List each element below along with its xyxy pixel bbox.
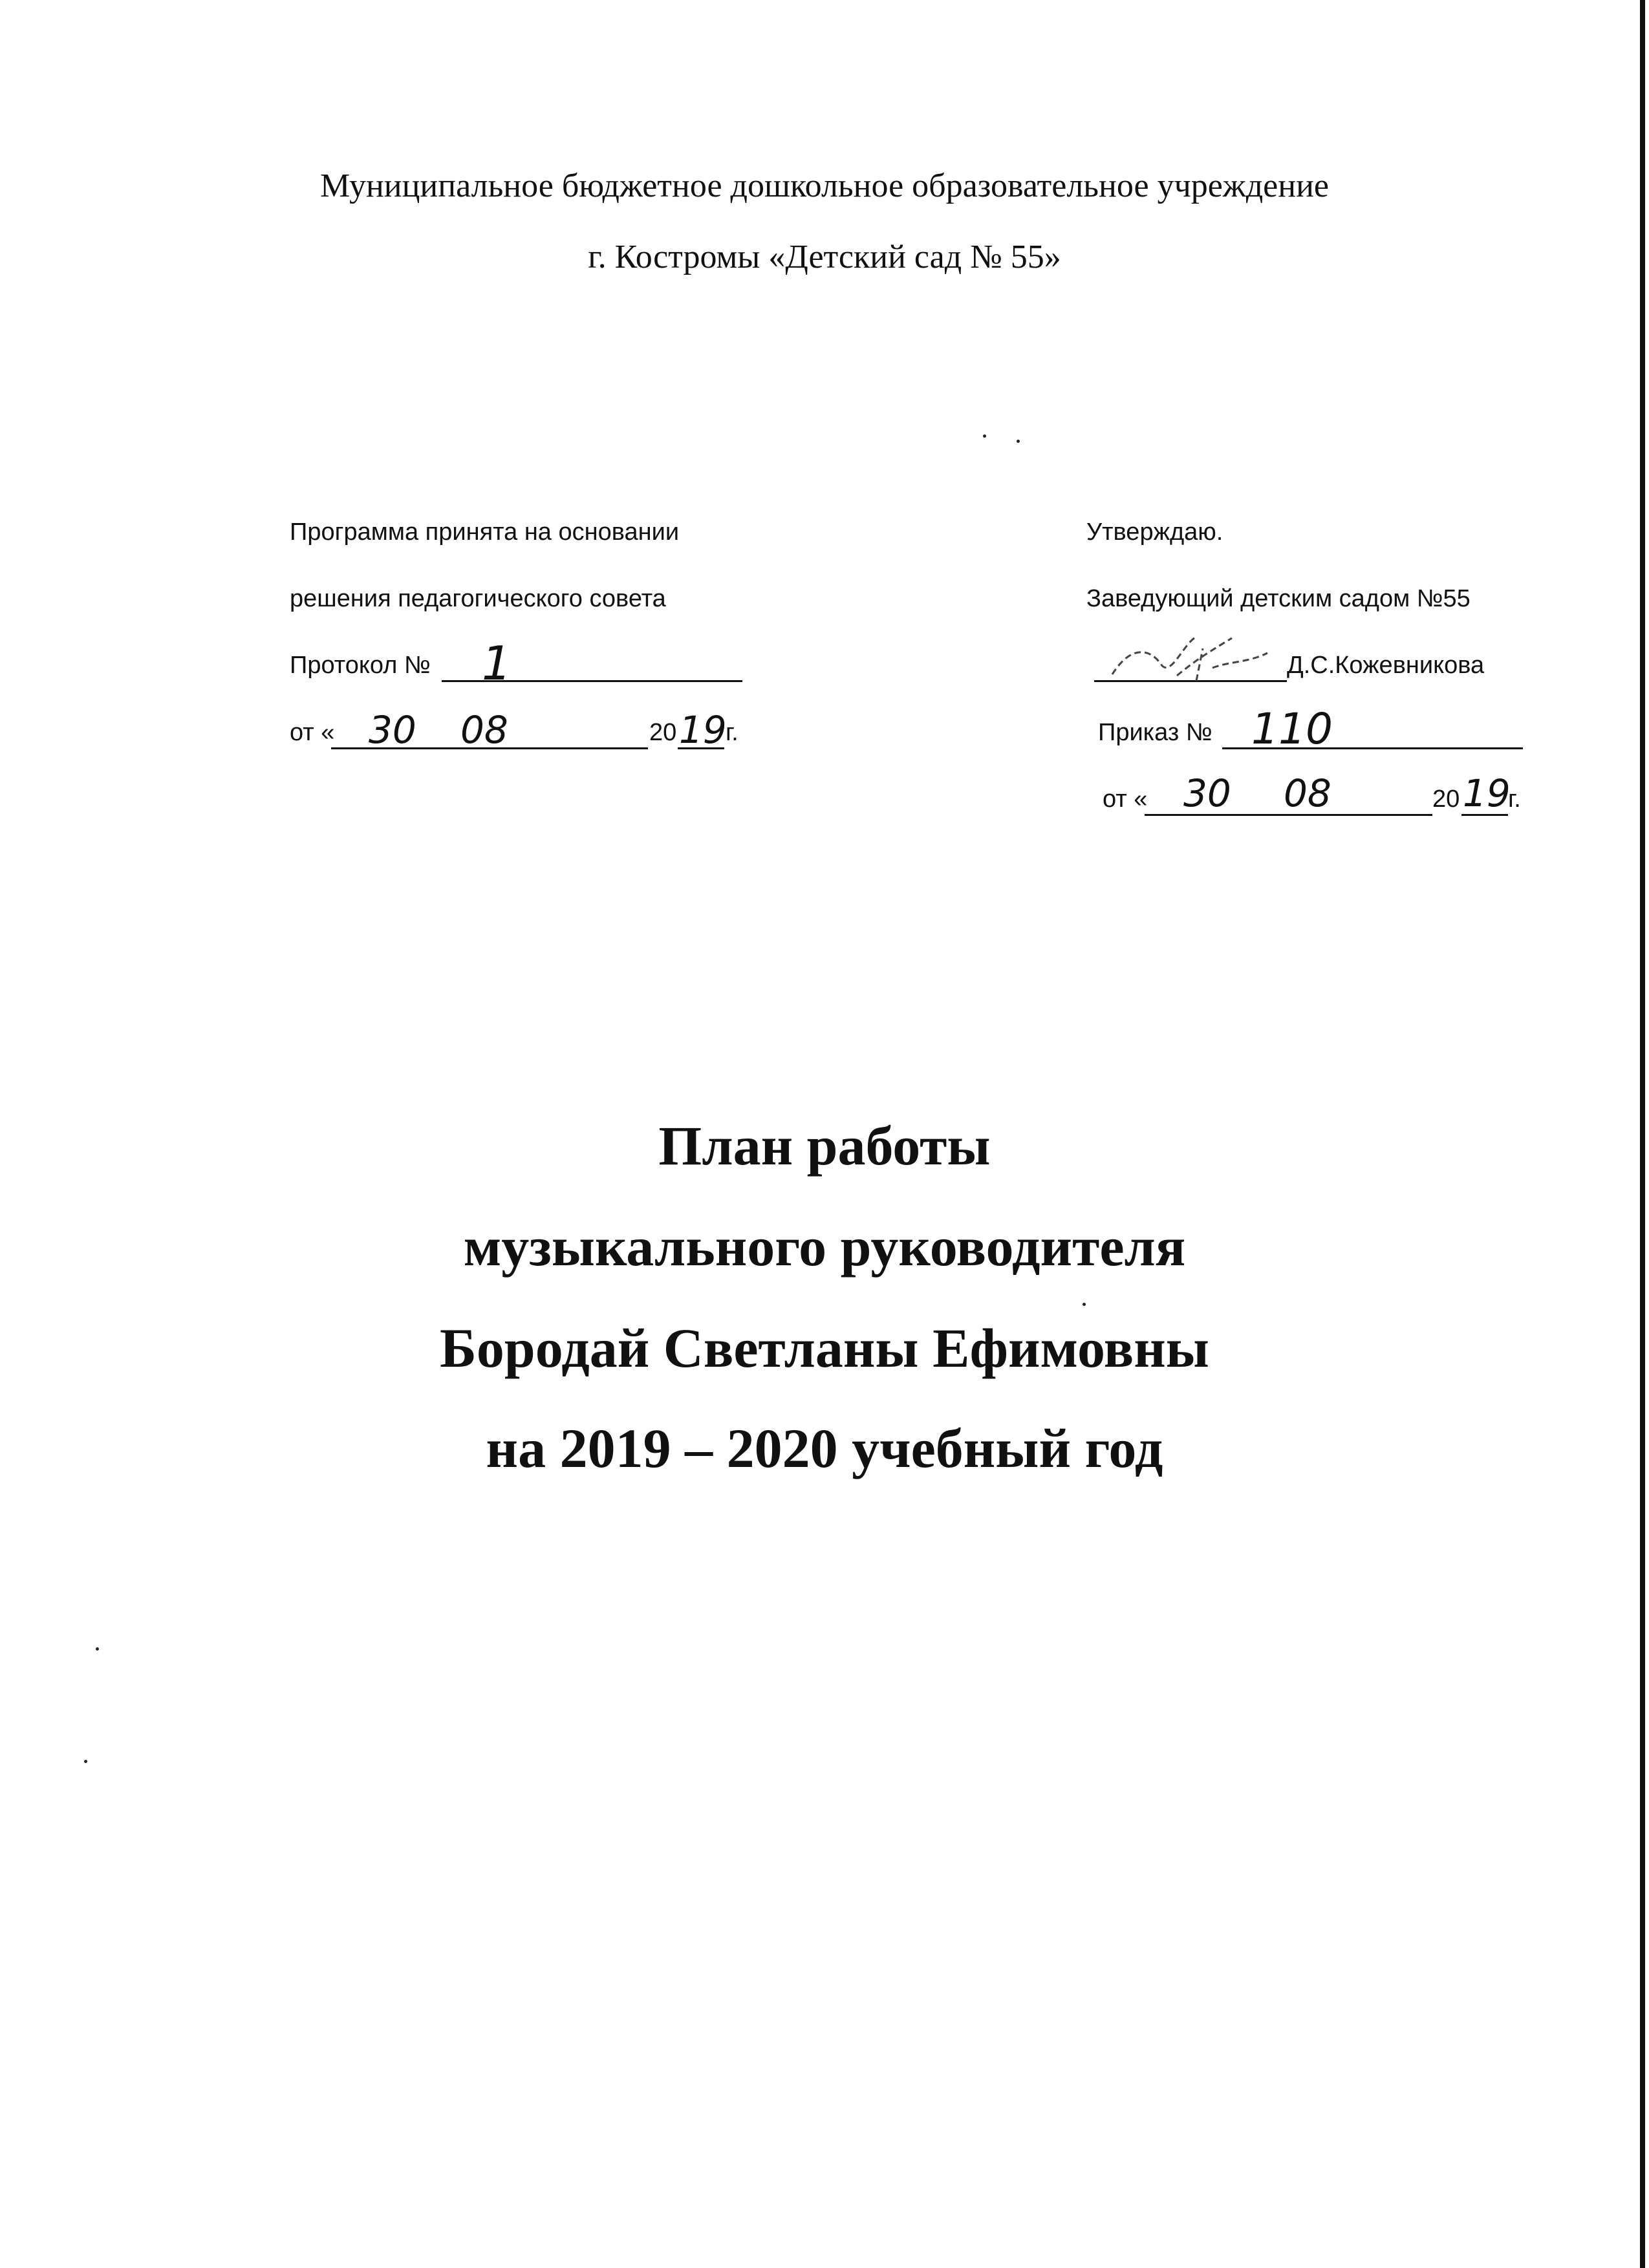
head-position: Заведующий детским садом №55 bbox=[1086, 585, 1471, 612]
title-line3: Бородай Светланы Ефимовны bbox=[440, 1317, 1209, 1379]
head-signature-image bbox=[1099, 624, 1293, 695]
protocol-date-from-label: от « bbox=[290, 719, 335, 746]
org-name-line1: Муниципальное бюджетное дошкольное образовательное учреждение bbox=[320, 167, 1329, 204]
order-number-handwritten: 110 bbox=[1251, 704, 1333, 754]
scan-speck bbox=[1083, 1303, 1086, 1306]
protocol-month-handwritten: 08 bbox=[460, 708, 508, 752]
protocol-day-handwritten: 30 bbox=[369, 708, 416, 752]
title-line1: План работы bbox=[658, 1115, 991, 1177]
protocol-number-handwritten: 1 bbox=[482, 636, 512, 690]
approve-label: Утверждаю. bbox=[1086, 519, 1223, 546]
order-year-handwritten: 19 bbox=[1463, 771, 1511, 815]
scan-speck bbox=[96, 1647, 99, 1651]
order-year-prefix: 20 bbox=[1432, 786, 1460, 813]
scan-speck bbox=[983, 434, 986, 438]
order-date-from-label: от « bbox=[1103, 786, 1148, 813]
protocol-year-prefix: 20 bbox=[649, 719, 677, 746]
order-day-handwritten: 30 bbox=[1183, 771, 1231, 815]
protocol-year-handwritten: 19 bbox=[679, 708, 727, 752]
org-name-line2: г. Костромы «Детский сад № 55» bbox=[588, 239, 1061, 275]
protocol-year-end: г. bbox=[726, 719, 738, 746]
head-name: Д.С.Кожевникова bbox=[1287, 652, 1485, 679]
order-month-handwritten: 08 bbox=[1284, 771, 1331, 815]
title-line2: музыкального руководителя bbox=[463, 1215, 1186, 1278]
protocol-label: Протокол № bbox=[290, 652, 431, 679]
title-line4: на 2019 – 2020 учебный год bbox=[486, 1417, 1163, 1479]
order-label: Приказ № bbox=[1098, 719, 1212, 746]
council-text-line2: решения педагогического совета bbox=[290, 585, 666, 612]
order-year-end: г. bbox=[1508, 786, 1521, 813]
scan-speck bbox=[84, 1760, 87, 1763]
council-text-line1: Программа принята на основании bbox=[290, 519, 680, 546]
scan-speck bbox=[1017, 440, 1020, 443]
